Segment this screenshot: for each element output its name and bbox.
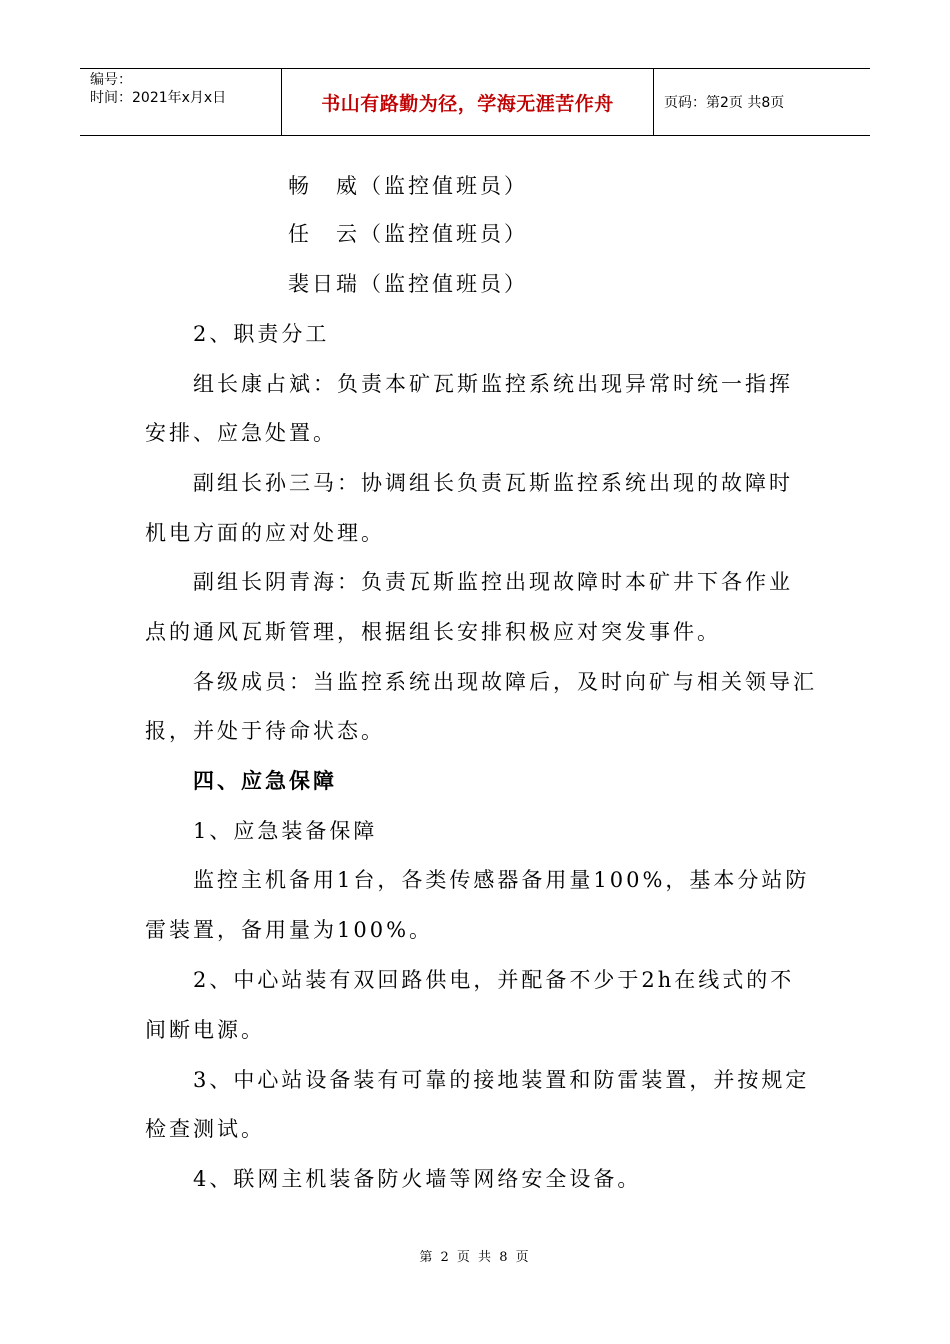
document-time-label: 时间：2021年x月x日: [90, 90, 227, 106]
paragraph-line: 副组长孙三马：协调组长负责瓦斯监控系统出现的故障时: [193, 471, 793, 495]
paragraph-line: 4、联网主机装备防火墙等网络安全设备。: [193, 1167, 642, 1191]
section-subheading: 1、应急装备保障: [193, 819, 378, 843]
section-subheading: 2、职责分工: [193, 322, 330, 346]
section-heading: 四、应急保障: [193, 769, 337, 793]
paragraph-line: 各级成员：当监控系统出现故障后，及时向矿与相关领导汇: [193, 670, 817, 694]
document-number-label: 编号：: [90, 72, 132, 88]
header-meta-cell: [80, 69, 282, 135]
paragraph-line: 3、中心站设备装有可靠的接地装置和防雷装置，并按规定: [193, 1068, 810, 1092]
paragraph-line: 副组长阴青海：负责瓦斯监控出现故障时本矿井下各作业: [193, 570, 793, 594]
paragraph-line: 组长康占斌：负责本矿瓦斯监控系统出现异常时统一指挥: [193, 372, 793, 396]
header-page-cell: [654, 69, 870, 135]
page-header: [80, 68, 870, 136]
paragraph-line: 检查测试。: [145, 1117, 265, 1141]
header-page-info: 页码：第2页 共8页: [664, 95, 785, 111]
staff-line: 任 云（监控值班员）: [288, 222, 528, 246]
paragraph-line: 点的通风瓦斯管理，根据组长安排积极应对突发事件。: [145, 620, 721, 644]
staff-line: 畅 威（监控值班员）: [288, 174, 528, 198]
staff-line: 裴日瑞（监控值班员）: [288, 272, 528, 296]
header-motto: 书山有路勤为径，学海无涯苦作舟: [321, 92, 614, 115]
paragraph-line: 雷装置，备用量为100%。: [145, 918, 434, 942]
paragraph-line: 监控主机备用1台，各类传感器备用量100%，基本分站防: [193, 868, 810, 892]
paragraph-line: 报，并处于待命状态。: [145, 719, 385, 743]
paragraph-line: 2、中心站装有双回路供电，并配备不少于2h在线式的不: [193, 968, 795, 992]
paragraph-line: 机电方面的应对处理。: [145, 521, 385, 545]
page-footer: 第 2 页 共 8 页: [419, 1250, 531, 1265]
paragraph-line: 间断电源。: [145, 1018, 265, 1042]
paragraph-line: 安排、应急处置。: [145, 421, 337, 445]
header-motto-cell: [282, 69, 654, 135]
